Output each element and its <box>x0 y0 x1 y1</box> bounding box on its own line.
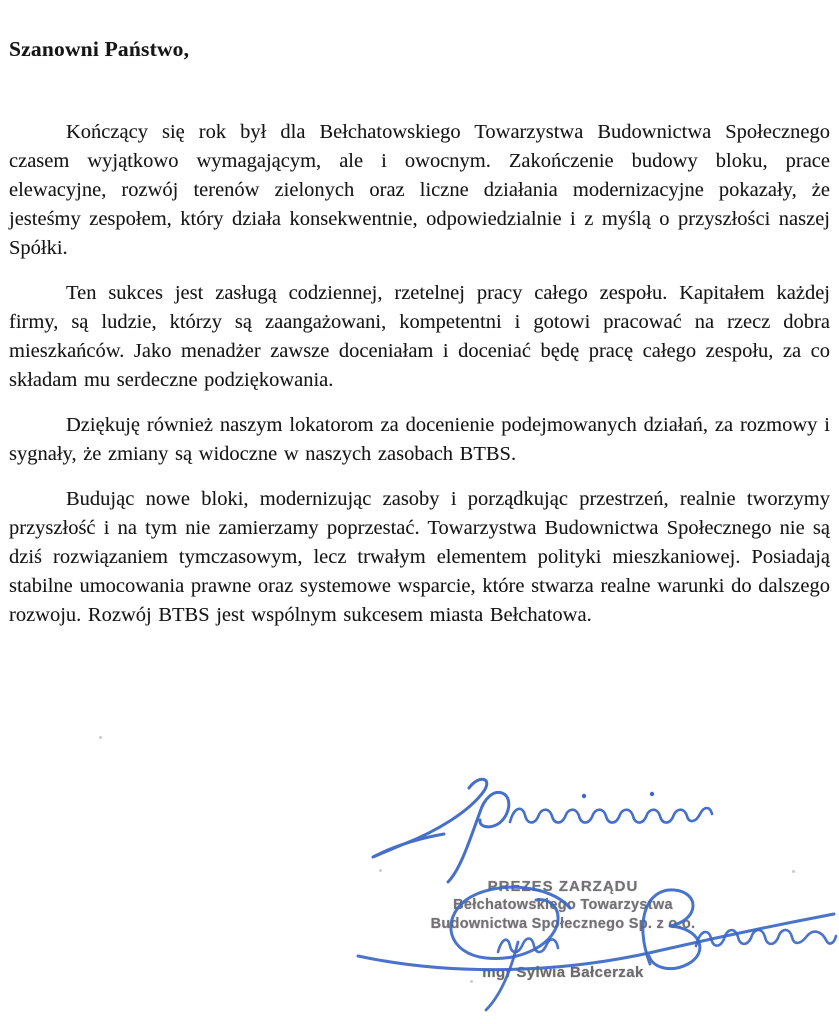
scan-speck <box>379 869 382 872</box>
president-stamp <box>413 877 713 982</box>
stamp-name: mgr Sylwia Bałcerzak <box>482 964 644 981</box>
scan-speck <box>792 870 795 873</box>
salutation: Szanowni Państwo, <box>9 37 190 61</box>
paragraph: Kończący się rok był dla Bełchatowskiego Towarzystwa Budownictwa Społecznego czasem wyjątkowo wymagającym, ale i owocnym. Zakończenie budowy bloku, prace elewacyjne, rozwój terenów zielonych oraz liczne działania modernizacyjne pokazały, że jesteśmy zespołem, który działa konsekwentnie, odpowiedzialnie i z myślą o przyszłości naszej Spółki. <box>9 121 830 259</box>
letter-body <box>9 118 830 630</box>
stamp-title: PREZES ZARZĄDU <box>487 878 639 895</box>
paragraph: Ten sukces jest zasługą codziennej, rzetelnej pracy całego zespołu. Kapitałem każdej firmy, są ludzie, którzy są zaangażowani, kompetentni i gotowi pracować na rzecz dobra mieszkańców. Jako menadżer zawsze doceniałam i doceniać będę pracę całego zespołu, za co składam mu serdeczne podziękowania. <box>9 282 830 391</box>
scan-speck <box>99 736 102 739</box>
handwritten-closing <box>352 772 732 884</box>
scan-speck <box>470 980 473 983</box>
stamp-line: Budownictwa Społecznego Sp. z o.o. <box>430 916 696 932</box>
paragraph: Dziękuję również naszym lokatorom za docenienie podejmowanych działań, za rozmowy i sygnały, że zmiany są widoczne w naszych zasobach BTBS. <box>9 414 830 465</box>
paragraph: Budując nowe bloki, modernizując zasoby i porządkując przestrzeń, realnie tworzymy przyszłość i na tym nie zamierzamy poprzestać. Towarzystwa Budownictwa Społecznego nie są dziś rozwiązaniem tymczasowym, lecz trwałym elementem polityki mieszkaniowej. Posiadają stabilne umocowania prawne oraz systemowe wsparcie, które stwarza realne warunki do dalszego rozwoju. Rozwój BTBS jest wspólnym sukcesem miasta Bełchatowa. <box>9 488 830 626</box>
stamp-line: Bełchatowskiego Towarzystwa <box>453 897 673 913</box>
